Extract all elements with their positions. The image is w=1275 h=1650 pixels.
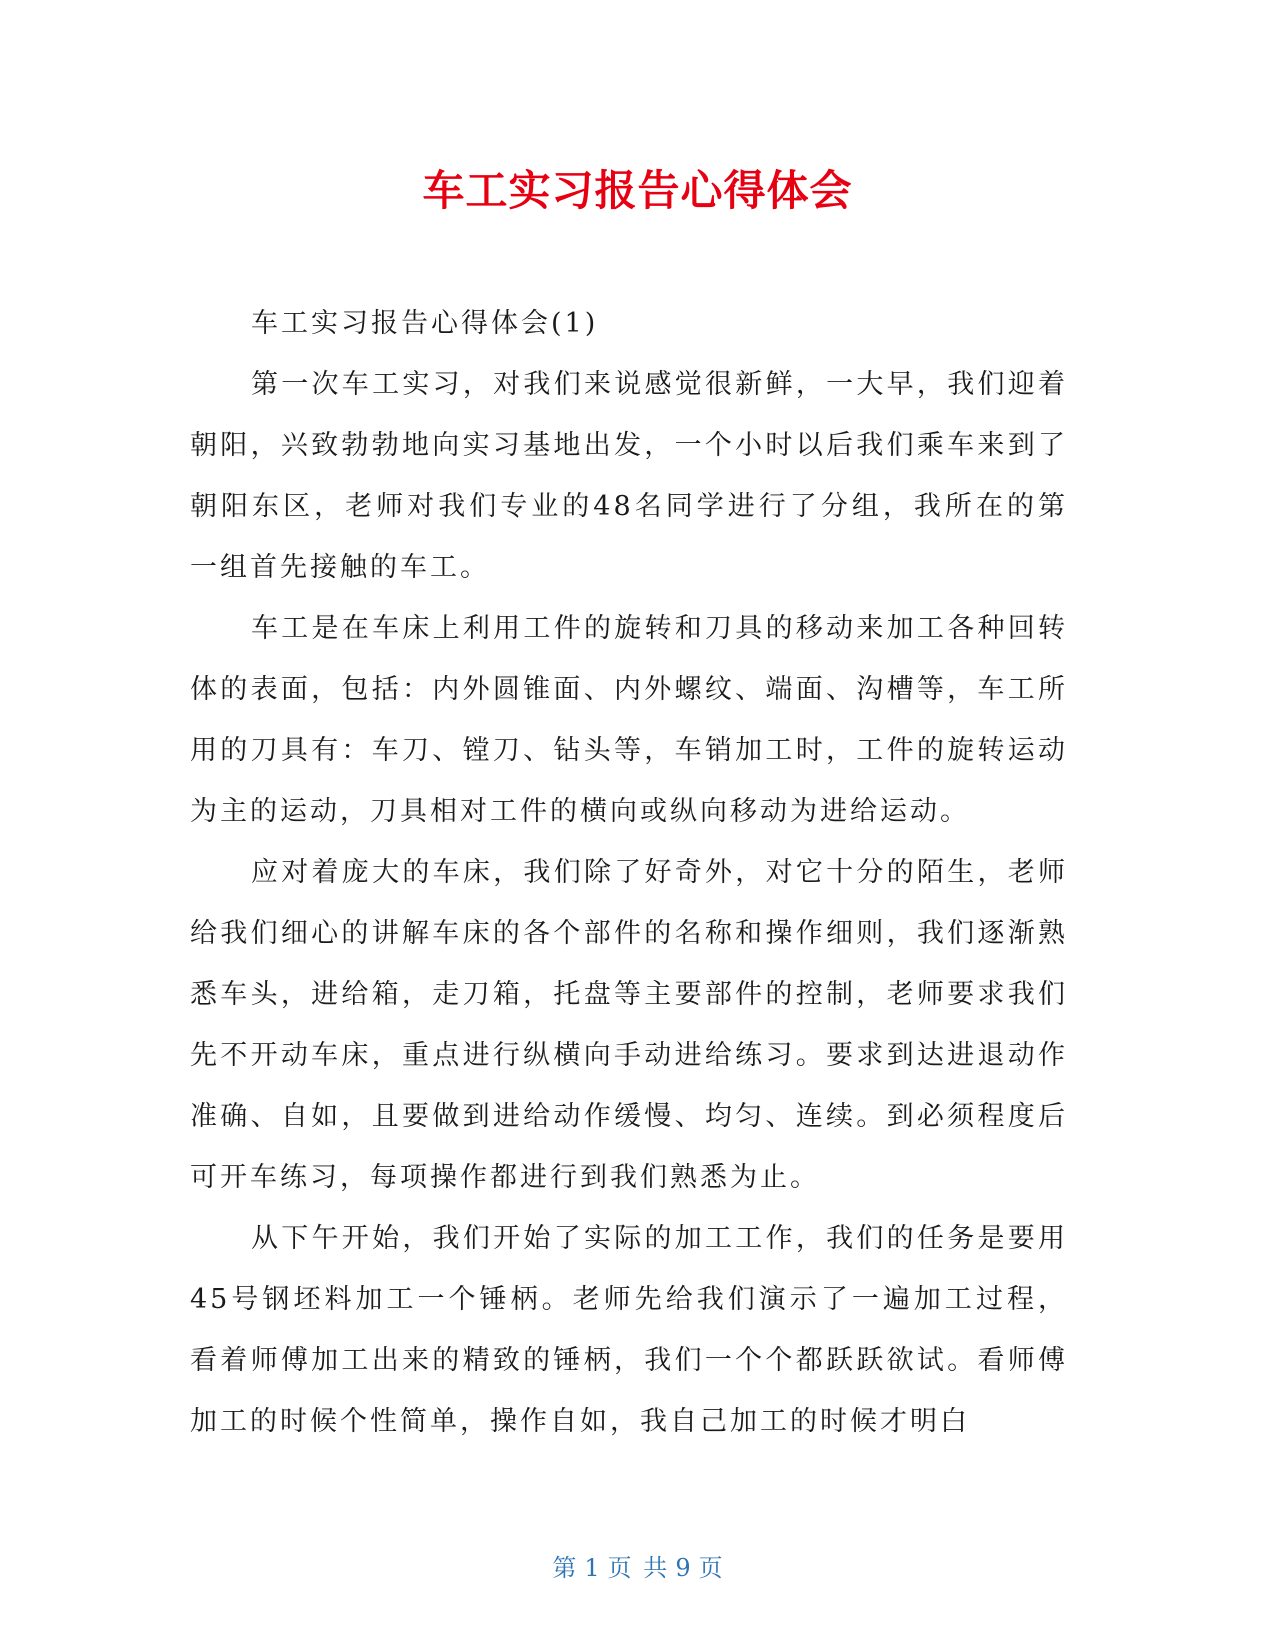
document-body <box>190 293 1068 1452</box>
paragraph: 车工是在车床上利用工件的旋转和刀具的移动来加工各种回转体的表面，包括：内外圆锥面、内外螺纹、端面、沟槽等，车工所用的刀具有：车刀、镗刀、钻头等，车销加工时，工件的旋转运动为主的运动，刀具相对工件的横向或纵向移动为进给运动。 <box>190 613 1068 827</box>
document-title: 车工实习报告心得体会 <box>422 166 853 215</box>
page-footer <box>0 1548 1275 1583</box>
paragraph: 应对着庞大的车床，我们除了好奇外，对它十分的陌生，老师给我们细心的讲解车床的各个部件的名称和操作细则，我们逐渐熟悉车头，进给箱，走刀箱，托盘等主要部件的控制，老师要求我们先不开动车床，重点进行纵横向手动进给练习。要求到达进退动作准确、自如，且要做到进给动作缓慢、均匀、连续。到必须程度后可开车练习，每项操作都进行到我们熟悉为止。 <box>190 857 1068 1193</box>
footer-page-suffix: 页 <box>698 1554 723 1582</box>
section-heading: 车工实习报告心得体会(1) <box>251 308 599 339</box>
footer-total-pages: 9 <box>675 1554 691 1582</box>
paragraph: 第一次车工实习，对我们来说感觉很新鲜，一大早，我们迎着朝阳，兴致勃勃地向实习基地出发，一个小时以后我们乘车来到了朝阳东区，老师对我们专业的48名同学进行了分组，我所在的第一组首先接触的车工。 <box>190 369 1068 583</box>
paragraph: 从下午开始，我们开始了实际的加工工作，我们的任务是要用45号钢坯料加工一个锤柄。老师先给我们演示了一遍加工过程，看着师傅加工出来的精致的锤柄，我们一个个都跃跃欲试。看师傅加工的时候个性简单，操作自如，我自己加工的时候才明白 <box>190 1223 1068 1437</box>
footer-page-mid: 页 共 <box>607 1554 668 1582</box>
footer-page-prefix: 第 <box>552 1554 577 1582</box>
footer-current-page: 1 <box>584 1554 600 1582</box>
